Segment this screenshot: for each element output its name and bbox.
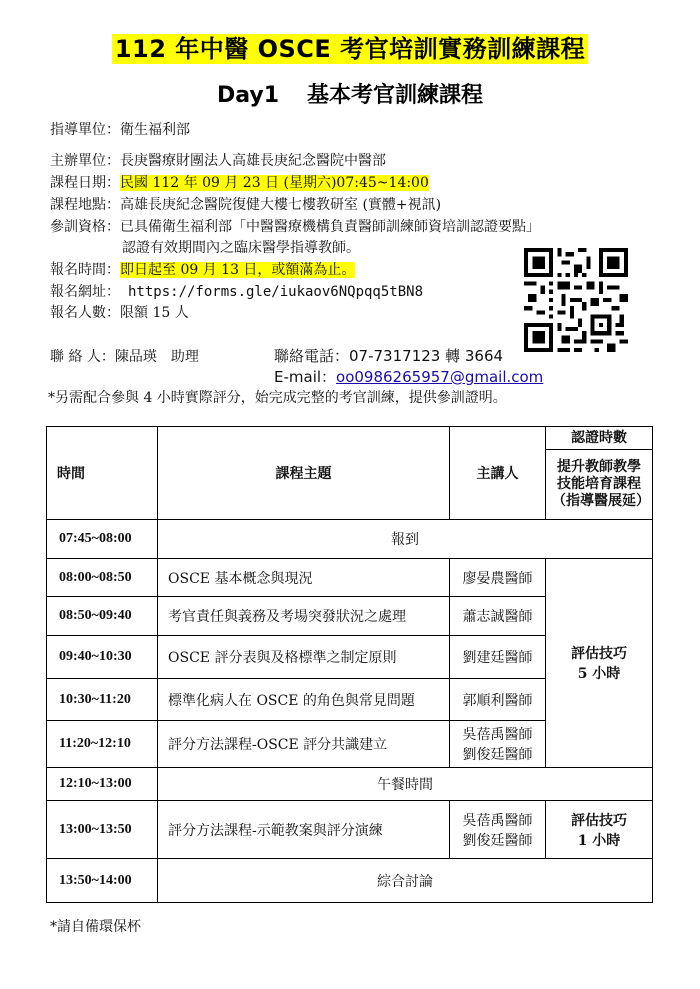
table-row (47, 801, 653, 859)
note-text: *另需配合參與 4 小時實際評分，始完成完整的考官訓練，提供參訓證明。 (48, 390, 507, 406)
row-topic: 午餐時間 (158, 768, 653, 801)
note-line (48, 388, 507, 408)
eligibility-line (50, 217, 540, 237)
email-line (274, 367, 543, 387)
reg-count-label: 報名人數： (50, 305, 120, 321)
cert-hours-b (546, 801, 653, 859)
eligibility-value-1: 已具備衛生福利部「中醫醫療機構負責醫師訓練師資培訓認證要點」 (120, 219, 540, 235)
organizer-line (50, 151, 386, 171)
schedule-table (46, 426, 653, 903)
footer-note: *請自備環保杯 (50, 919, 141, 935)
row-topic: 標準化病人在 OSCE 的角色與常見問題 (158, 679, 450, 721)
phone-label: 聯絡電話： (274, 347, 350, 365)
reg-url-link[interactable]: https://forms.gle/iukaov6NQpqq5tBN8 (128, 284, 424, 300)
cert-b-line2: 1 小時 (577, 832, 621, 849)
eligibility-line-2 (122, 238, 360, 258)
row-topic: 綜合討論 (158, 859, 653, 903)
title-wrap (0, 34, 700, 64)
row-speaker: 劉俊廷醫師 (462, 832, 533, 849)
place-value: 高雄長庚紀念醫院復健大樓七樓教研室 (實體+視訊) (120, 197, 442, 213)
row-time: 13:50~14:00 (47, 859, 158, 903)
reg-count-value: 限額 15 人 (120, 305, 189, 321)
row-time: 08:50~09:40 (47, 597, 158, 636)
col-topic-header: 課程主題 (158, 427, 450, 520)
row-speaker: 吳蓓禹醫師 (462, 812, 533, 829)
col-cert-subheader: 提升教師教學技能培育課程（指導醫展延） (546, 450, 653, 520)
col-cert-header: 認證時數 (546, 427, 653, 450)
supervisor-value: 衛生福利部 (120, 122, 190, 138)
contact-value: 陳品瑛 助理 (114, 349, 199, 365)
row-time: 09:40~10:30 (47, 636, 158, 679)
row-topic: 考官責任與義務及考場突發狀況之處理 (158, 597, 450, 636)
row-speakers (450, 721, 546, 768)
row-time: 13:00~13:50 (47, 801, 158, 859)
subtitle-text: 基本考官訓練課程 (307, 83, 484, 108)
cert-a-line1: 評估技巧 (571, 646, 627, 662)
cert-a-line2: 5 小時 (577, 666, 621, 682)
row-topic: OSCE 評分表與及格標準之制定原則 (158, 636, 450, 679)
organizer-value: 長庚醫療財團法人高雄長庚紀念醫院中醫部 (120, 153, 386, 169)
email-label: E-mail： (274, 368, 337, 386)
row-time: 08:00~08:50 (47, 559, 158, 597)
reg-time-value: 即日起至 09 月 13 日，或額滿為止。 (120, 262, 356, 278)
reg-time-line (50, 260, 355, 280)
cert-b-line1: 評估技巧 (571, 812, 627, 829)
table-header-row (47, 427, 653, 450)
row-speaker: 蕭志誠醫師 (450, 597, 546, 636)
row-topic: 評分方法課程-OSCE 評分共識建立 (158, 721, 450, 768)
qr-code[interactable] (524, 248, 628, 352)
cert-hours-a (546, 559, 653, 768)
row-speaker: 廖晏農醫師 (450, 559, 546, 597)
subtitle-day: Day1 (216, 83, 280, 108)
row-speakers (450, 801, 546, 859)
email-link[interactable]: oo0986265957@gmail.com (336, 368, 544, 386)
place-line (50, 195, 441, 215)
row-topic: 報到 (158, 520, 653, 559)
row-speaker: 劉建廷醫師 (450, 636, 546, 679)
row-speaker: 劉俊廷醫師 (462, 747, 533, 763)
row-time: 10:30~11:20 (47, 679, 158, 721)
table-row (47, 559, 653, 597)
organizer-label: 主辦單位： (50, 153, 120, 169)
page-subtitle (0, 78, 700, 109)
row-speaker: 吳蓓禹醫師 (462, 727, 533, 743)
eligibility-label: 參訓資格： (50, 219, 120, 235)
reg-url-line (50, 282, 423, 302)
place-label: 課程地點： (50, 197, 120, 213)
row-topic: OSCE 基本概念與現況 (158, 559, 450, 597)
table-row (47, 520, 653, 559)
row-time: 12:10~13:00 (47, 768, 158, 801)
reg-url-label: 報名網址： (50, 284, 120, 300)
supervisor-label: 指導單位： (50, 122, 120, 138)
contact-line (50, 347, 199, 367)
row-time: 07:45~08:00 (47, 520, 158, 559)
col-speaker-header: 主講人 (450, 427, 546, 520)
page-title: 112 年中醫 OSCE 考官培訓實務訓練課程 (112, 34, 588, 64)
phone-value: 07-7317123 轉 3664 (349, 347, 504, 365)
date-value: 民國 112 年 09 月 23 日 (星期六)07:45~14:00 (120, 175, 429, 191)
col-time-header: 時間 (47, 427, 158, 520)
supervisor-line (50, 120, 190, 140)
reg-time-label: 報名時間： (50, 262, 120, 278)
phone-line (274, 346, 503, 366)
row-time: 11:20~12:10 (47, 721, 158, 768)
eligibility-value-2: 認證有效期間內之臨床醫學指導教師。 (122, 240, 360, 256)
row-topic: 評分方法課程-示範教案與評分演練 (158, 801, 450, 859)
contact-label: 聯 絡 人： (50, 349, 115, 365)
table-row (47, 859, 653, 903)
row-speaker: 郭順利醫師 (450, 679, 546, 721)
date-label: 課程日期： (50, 175, 120, 191)
table-row (47, 768, 653, 801)
reg-count-line (50, 303, 189, 323)
date-line (50, 173, 429, 193)
